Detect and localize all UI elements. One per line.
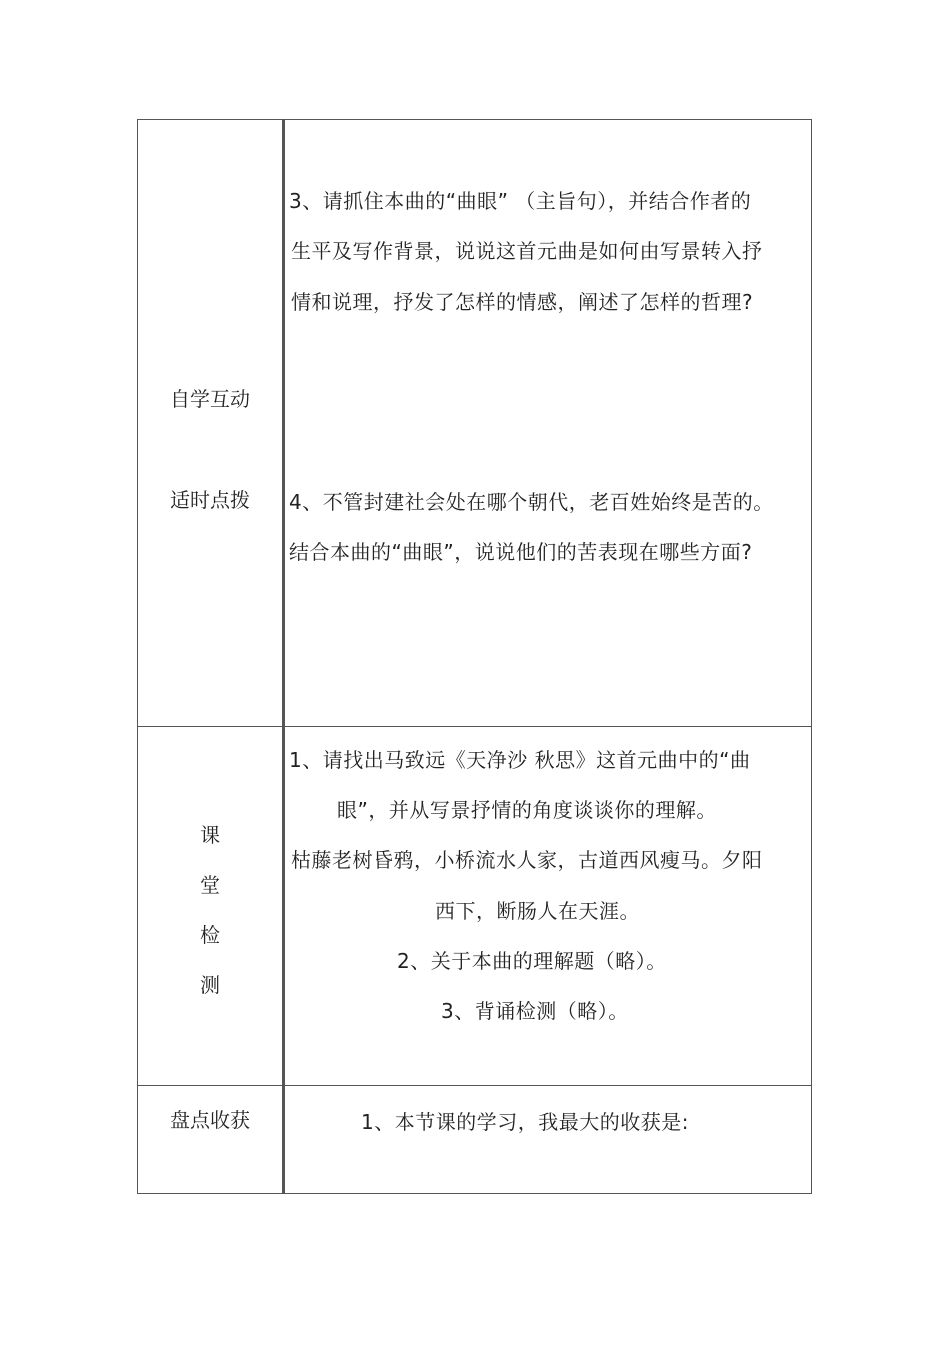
question-3-line3: 情和说理，抒发了怎样的情感，阐述了怎样的哲理? — [291, 290, 754, 314]
harvest-question-1: 1、本节课的学习，我最大的收获是: — [361, 1110, 689, 1134]
test-question-1-line1: 1、请找出马致远《天净沙 秋思》这首元曲中的“曲 — [289, 748, 751, 772]
row3-label: 盘点收获 — [170, 1108, 250, 1132]
test-question-3: 3、背诵检测（略）。 — [441, 999, 629, 1023]
column-divider — [282, 120, 285, 1193]
question-3-line1: 3、请抓住本曲的“曲眼” （主旨句），并结合作者的 — [289, 189, 752, 213]
row1-label-line1: 自学互动 — [170, 387, 250, 411]
row2-label-char4: 测 — [200, 973, 220, 997]
poem-line1: 枯藤老树昏鸦，小桥流水人家，古道西风瘦马。夕阳 — [291, 848, 763, 872]
lesson-table — [137, 119, 812, 1194]
question-4-line1: 4、不管封建社会处在哪个朝代，老百姓始终是苦的。 — [289, 490, 774, 514]
row2-label-char1: 课 — [200, 823, 220, 847]
poem-line2: 西下，断肠人在天涯。 — [435, 899, 640, 923]
question-3-line2: 生平及写作背景，说说这首元曲是如何由写景转入抒 — [291, 239, 763, 263]
row-divider-1 — [138, 726, 811, 727]
test-question-2: 2、关于本曲的理解题（略）。 — [397, 949, 667, 973]
row2-label-char3: 检 — [200, 923, 220, 947]
question-4-line2: 结合本曲的“曲眼”，说说他们的苦表现在哪些方面? — [289, 540, 753, 564]
row2-label-char2: 堂 — [200, 873, 220, 897]
row-divider-2 — [138, 1085, 811, 1086]
test-question-1-line2: 眼”，并从写景抒情的角度谈谈你的理解。 — [337, 798, 717, 822]
row1-label-line2: 适时点拨 — [170, 488, 250, 512]
